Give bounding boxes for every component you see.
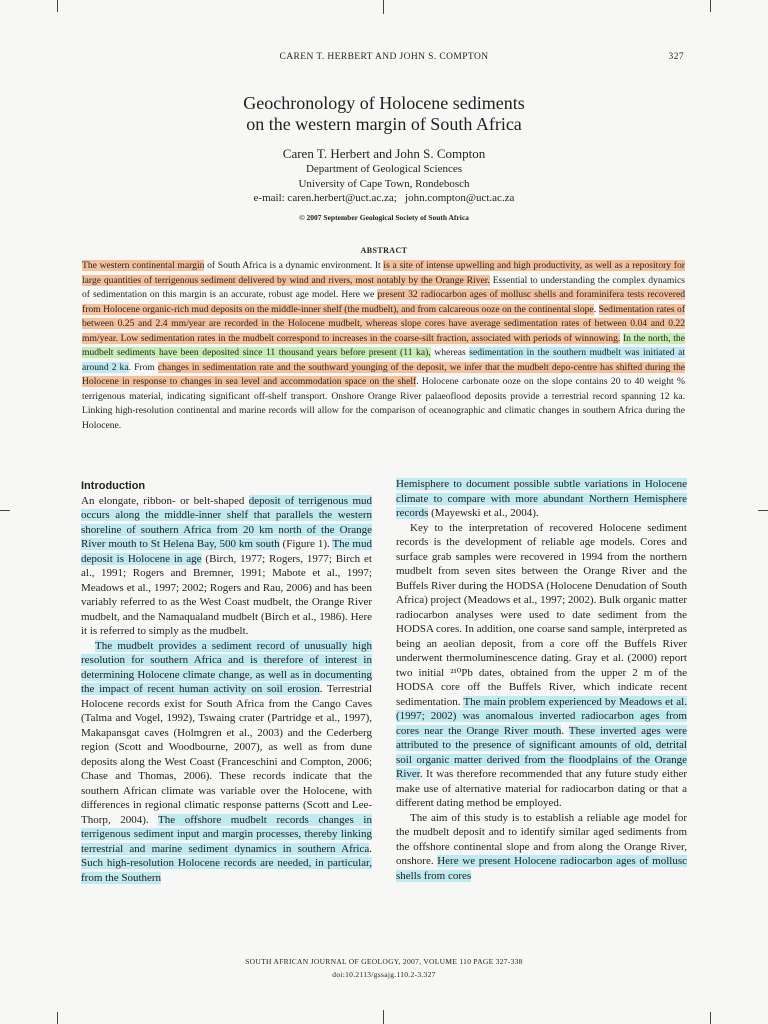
highlighted-text: The mudbelt provides a sediment record of unusually high resolution for southern Africa and is therefore of interest in determining Holocene climate change, as well as in documenting the impact of recent human activity on soil erosion <box>81 639 372 695</box>
highlighted-text: The main problem experienced by Meadows et al. (1997; 2002) was anomalous inverted radiocarbon ages from cores near the Orange River mouth <box>396 695 687 737</box>
crop-mark <box>758 510 768 511</box>
highlighted-text: Hemisphere to document possible subtle variations in Holocene climate to compare with more abundant Northern Hemisphere records <box>396 478 687 519</box>
left-column <box>81 479 372 885</box>
highlighted-text: The offshore mudbelt records changes in terrigenous sediment input and margin processes, thereby linking terrestrial and marine sediment dynamics in southern Africa <box>81 813 372 855</box>
text-run: whereas <box>430 347 470 358</box>
text-run: An elongate, ribbon- or belt-shaped <box>81 494 249 507</box>
text-run: Key to the interpretation of recovered Holocene sediment records is the development of reliable age models. Cores and surface grab samples were recovered in 1994 from the northern mudbelt from seven sites between the Orange River and the Buffels River during the HODSA (Holocene Denudation of South Africa) project (Meadows et al., 1997; 2002). Bulk organic matter radiocarbon analyses were used to date sediment from the HODSA cores. In addition, one coarse sand sample, interpreted as being an aeolian deposit, from a core off the Buffels River underwent thermoluminescence dating. Gray et al. (2000) report two initial ²¹⁰Pb dates, obtained from the upper 2 m of the HODSA core off the Buffels River, which indicate recent sedimentation. <box>396 521 687 708</box>
journal-footer <box>0 955 768 981</box>
text-run: . <box>369 842 372 855</box>
highlighted-text: sedimentation in the southern mudbelt was initiated at around 2 ka <box>82 347 685 373</box>
text-run: . Holocene carbonate ooze on the slope contains 20 to 40 weight % terrigenous material, indicating significant off-shelf transport. Onshore Orange River palaeoflood deposits provide a terrestrial record spanning 12 ka. Linking high-resolution continental and marine records will allow for the comparison of oceanographic and climatic changes in southern Africa during the Holocene. <box>82 376 685 431</box>
abstract-heading: ABSTRACT <box>360 246 408 255</box>
text-run: . <box>593 303 599 315</box>
highlighted-text: These inverted ages were attributed to the presence of significant amounts of old, detrital soil organic matter derived from the floodplains of the Orange River <box>396 724 687 780</box>
highlighted-text: is a site of intense upwelling and high productivity, as well as a repository for large quantities of terrigenous sediment delivered by wind and rivers, most notably by the Orange River. <box>82 260 685 286</box>
text-run: of South Africa is a dynamic environment. It <box>204 260 384 271</box>
text-run: (Mayewski et al., 2004). <box>428 507 539 519</box>
highlighted-text: Sedimentation rates of between 0.25 and 2.4 mm/year are recorded in the Holocene mudbelt, whereas slope cores have average sedimentation rates of between 0.04 and 0.22 mm/year. Low sedimentation rates in the mudbelt correspond to increases in the coarse-silt fraction, associated with periods of winnowing. <box>82 303 686 344</box>
right-column <box>396 477 687 883</box>
paragraph <box>396 521 687 811</box>
text-run: The aim of this study is to establish a reliable age model for the mudbelt deposit and to identify similar aged sediments from the offshore continental slope and from along the Orange River, onshore. <box>396 811 687 867</box>
highlighted-text: present 32 radiocarbon ages of mollusc shells and foraminifera tests recovered from Holocene organic-rich mud deposits on the middle-inner shelf (the mudbelt), and from calcareous ooze on the continental slope <box>82 289 686 315</box>
email-line: e-mail: caren.herbert@uct.ac.za; john.compton@uct.ac.za <box>253 192 515 204</box>
running-header <box>0 52 768 66</box>
text-run: (Figure 1). <box>279 538 333 550</box>
paragraph <box>396 811 687 884</box>
title-line: on the western margin of South Africa <box>246 114 522 134</box>
running-header-authors: CAREN T. HERBERT AND JOHN S. COMPTON <box>279 52 489 62</box>
text-run: . It was therefore recommended that any future study either make use of alternative material for radiocarbon dating or that a different dating method be employed. <box>396 768 687 809</box>
crop-mark <box>57 0 58 12</box>
section-heading: Introduction <box>81 480 146 492</box>
department: Department of Geological Sciences <box>305 163 463 175</box>
highlighted-text: The mud deposit is Holocene in age <box>81 538 372 565</box>
university: University of Cape Town, Rondebosch <box>298 177 470 190</box>
crop-mark <box>383 0 384 14</box>
crop-mark <box>57 1012 58 1024</box>
article-title <box>0 93 768 135</box>
highlighted-text: deposit of terrigenous mud occurs along the middle-inner shelf that parallels the western shoreline of southern Africa from 20 km north of the Orange River mouth to St Helena Bay, 500 km south <box>81 494 373 550</box>
paragraph <box>81 639 372 886</box>
affiliation <box>0 162 768 206</box>
page-number: 327 <box>668 52 684 62</box>
paragraph <box>81 494 372 639</box>
paragraph <box>396 477 687 521</box>
text-run: . <box>561 724 569 737</box>
text-run: (Birch, 1977; Rogers, 1977; Birch et al., 1991; Rogers and Bremner, 1991; Mabote et al., 1997; Meadows et al., 1997; 2002; Rogers and Rau, 2006) and has been variably referred to as the West Coast mudbelt, the Orange River mudbelt, and the Namaqualand mudbelt (Birch et al., 1986). Here it is referred to simply as the mudbelt. <box>81 552 372 637</box>
crop-mark <box>710 0 711 12</box>
abstract-text <box>82 259 685 433</box>
highlighted-text: The western continental margin <box>82 260 205 271</box>
highlighted-text: Such high-resolution Holocene records are needed, in particular, from the Southern <box>81 857 372 884</box>
copyright-notice: © 2007 September Geological Society of South Africa <box>299 213 469 222</box>
text-run: . From <box>128 361 158 373</box>
title-line: Geochronology of Holocene sediments <box>243 93 525 113</box>
highlighted-text: In the north, the mudbelt sediments have been deposited since 11 thousand years before present (11 ka), <box>82 332 685 358</box>
highlighted-text: changes in sedimentation rate and the southward younging of the deposit, we infer that the mudbelt depo-centre has shifted during the Holocene in response to changes in sea level and accommodation space on the shelf <box>82 361 685 387</box>
footer-citation: SOUTH AFRICAN JOURNAL OF GEOLOGY, 2007, VOLUME 110 PAGE 327-338 <box>245 957 523 966</box>
footer-doi: doi:10.2113/gssajg.110.2-3.327 <box>332 970 436 979</box>
text-run: . Terrestrial Holocene records exist for South Africa from the Cango Caves (Talma and Vogel, 1992), Tswaing crater (Partridge et al., 1997), Makapansgat caves (Holmgren et al., 2003) and the Cederberg region (Scott and Woodbourne, 2007), as well as from dune deposits along the West Coast (Franceschini and Compton, 2006; Chase and Thomas, 2006). These records indicate that the southern African climate was variable over the Holocene, with differences in regional climatic response patterns (Scott and Lee-Thorp, 2004). <box>81 683 372 826</box>
crop-mark <box>383 1010 384 1024</box>
highlighted-text: Here we present Holocene radiocarbon ages of mollusc shells from cores <box>396 855 687 882</box>
crop-mark <box>710 1012 711 1024</box>
crop-mark <box>0 510 10 511</box>
author-line: Caren T. Herbert and John S. Compton <box>282 146 486 161</box>
text-run: Essential to understanding the complex dynamics of sedimentation on this margin is an accurate, robust age model. Here we <box>82 274 686 300</box>
